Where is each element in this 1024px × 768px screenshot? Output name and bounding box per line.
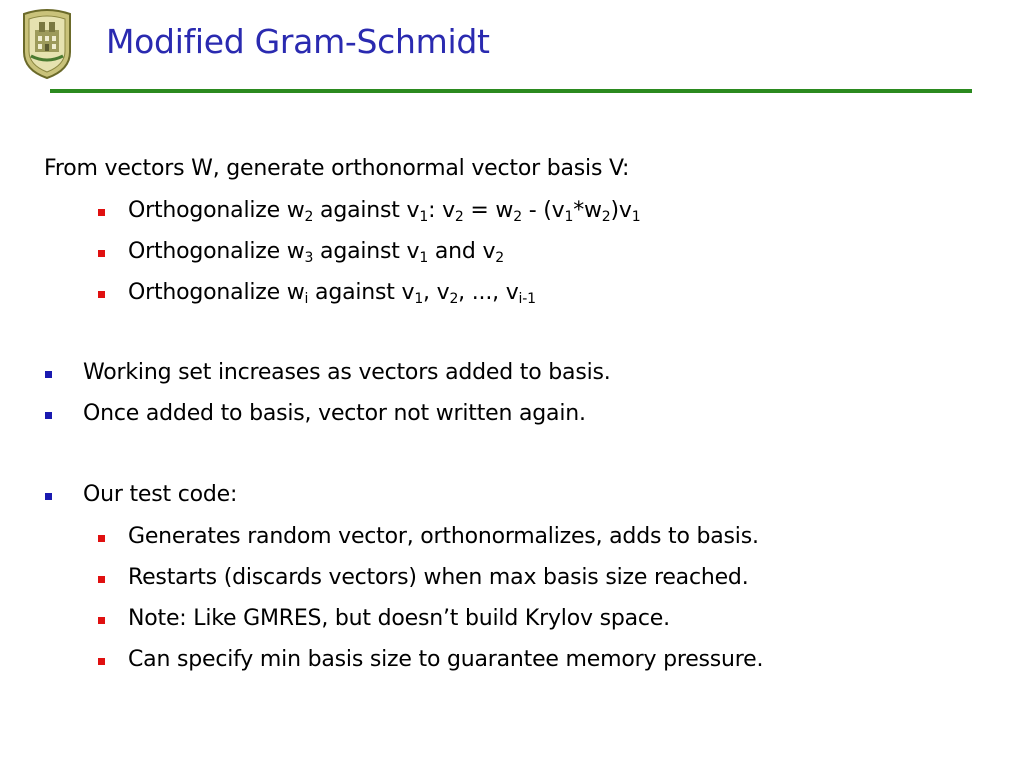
sub-bullet-marker	[98, 291, 105, 298]
sub-bullet-marker	[98, 250, 105, 257]
bullet-item: Our test code:	[83, 482, 238, 507]
bullet-marker	[45, 371, 52, 378]
sub-bullet-item: Restarts (discards vectors) when max basis size reached.	[128, 565, 749, 590]
bullet-item: Working set increases as vectors added to basis.	[83, 360, 611, 385]
slide-title: Modified Gram-Schmidt	[106, 22, 490, 61]
sub-bullet-marker	[98, 209, 105, 216]
sub-bullet-item: Can specify min basis size to guarantee memory pressure.	[128, 647, 764, 672]
sub-bullet-marker	[98, 576, 105, 583]
sub-bullet-marker	[98, 617, 105, 624]
bullet-item: Once added to basis, vector not written again.	[83, 401, 586, 426]
sub-bullet-item: Note: Like GMRES, but doesn’t build Krylov space.	[128, 606, 670, 631]
sub-bullet-marker	[98, 658, 105, 665]
sub-bullet-item: Orthogonalize $w_2$ against $v_1$: $v_2 = w_2 - (v_1*w_2)v_1$	[128, 198, 641, 225]
sub-bullet-item: Orthogonalize $w_3$ against $v_1$ and $v_2$	[128, 239, 504, 266]
bullet-marker	[45, 493, 52, 500]
intro-text: From vectors W, generate orthonormal vector basis V:	[44, 156, 630, 181]
sub-bullet-item: Generates random vector, orthonormalizes, adds to basis.	[128, 524, 759, 549]
bullet-marker	[45, 412, 52, 419]
sub-bullet-item: Orthogonalize $w_i$ against $v_1$, $v_2$, ..., $v_{i-1}$	[128, 280, 536, 307]
sub-bullet-marker	[98, 535, 105, 542]
